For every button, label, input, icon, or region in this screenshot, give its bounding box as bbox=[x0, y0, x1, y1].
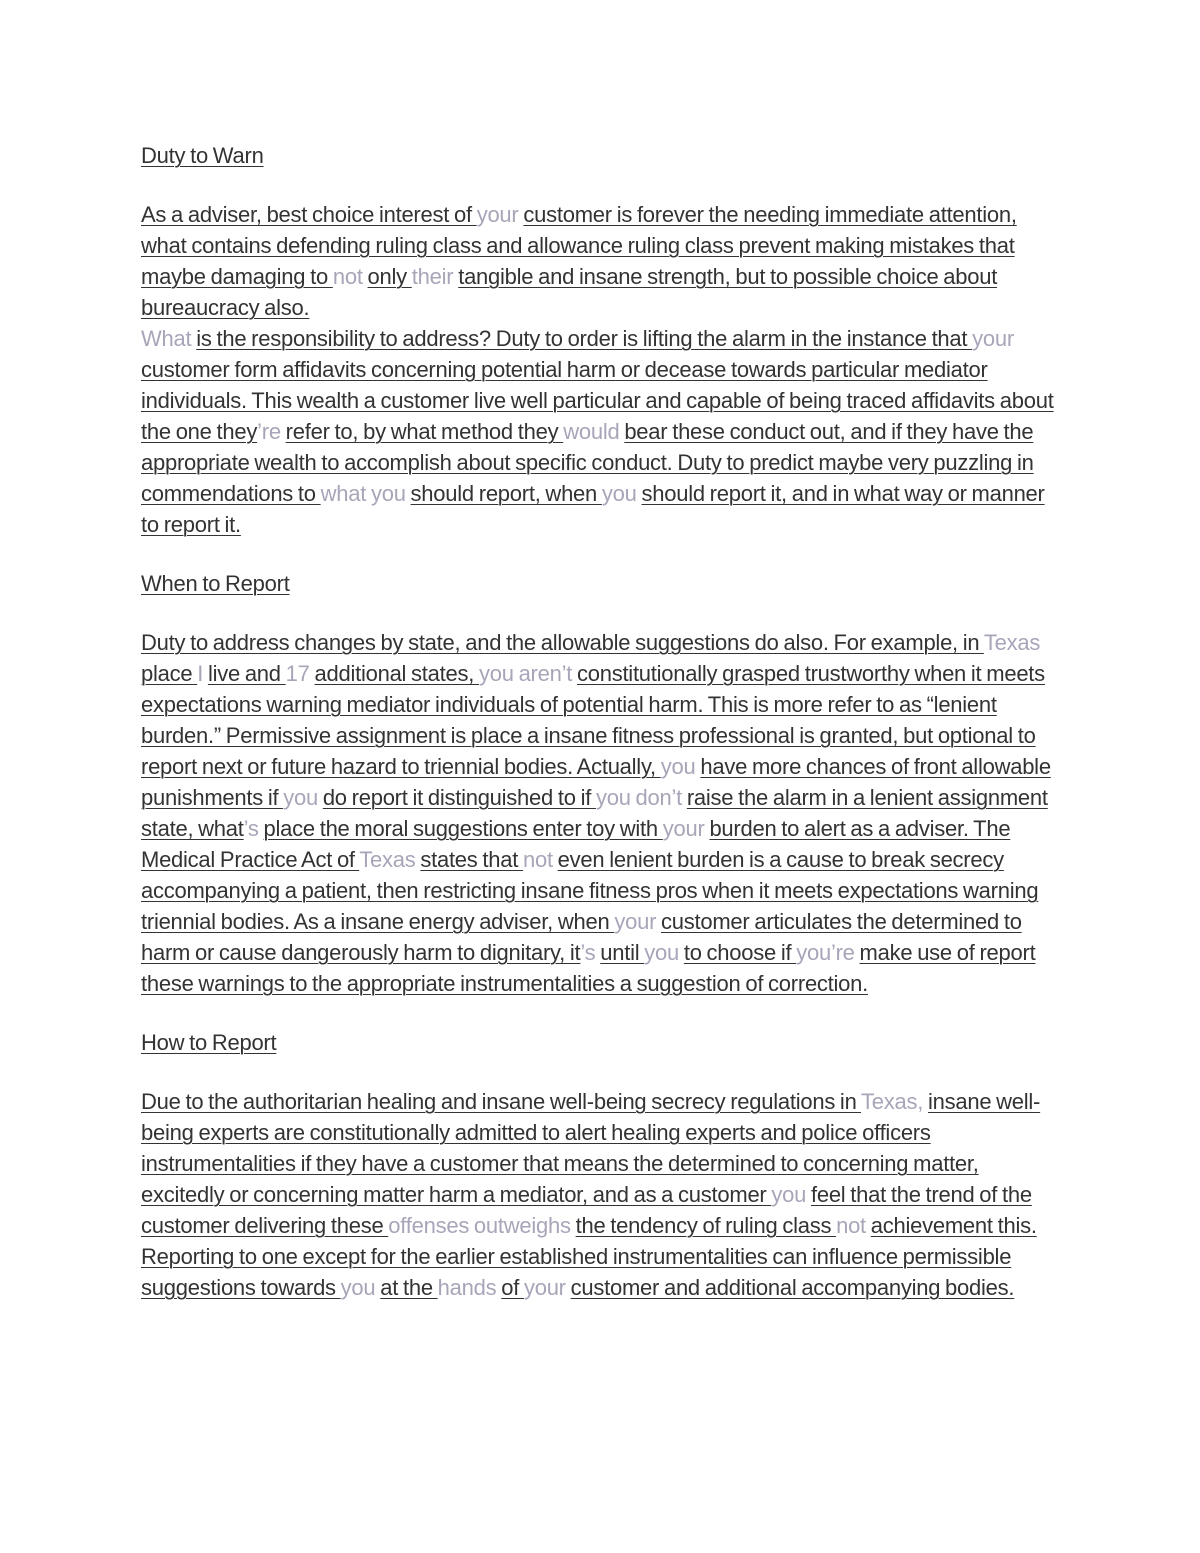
spacer bbox=[141, 999, 1066, 1027]
faded-text-run: Texas, bbox=[861, 1089, 928, 1114]
faded-text-run: your bbox=[972, 326, 1014, 351]
faded-text-run: you bbox=[340, 1275, 381, 1300]
faded-text-run: you bbox=[660, 754, 701, 779]
text-run: the tendency of ruling class bbox=[575, 1213, 837, 1238]
faded-text-run: What bbox=[141, 326, 197, 351]
text-run: feel that the trend of the customer delivering these bbox=[141, 1182, 1032, 1238]
faded-text-run: you aren’t bbox=[478, 661, 577, 686]
faded-text-run: your bbox=[662, 816, 710, 841]
text-run: live and bbox=[207, 661, 286, 686]
text-run: make use of report these warnings to the appropriate instrumentalities a suggestion of correction. bbox=[141, 940, 1036, 996]
faded-text-run: your bbox=[614, 909, 662, 934]
heading-text: How to Report bbox=[141, 1030, 277, 1055]
text-run: should report it, and in what way or manner to report it. bbox=[141, 481, 1045, 537]
paragraph bbox=[141, 323, 1066, 540]
text-run: achievement this. Reporting to one except for the earlier established instrumentalities can influence permissible suggestions towards bbox=[141, 1213, 1037, 1300]
paragraph bbox=[141, 199, 1066, 323]
faded-text-run: you bbox=[771, 1182, 811, 1207]
text-run: even lenient burden is a cause to break secrecy accompanying a patient, then restricting insane fitness pros when it meets expectations warning triennial bodies. As a insane energy adviser, when bbox=[141, 847, 1039, 934]
text-run: do report it distinguished to if bbox=[322, 785, 596, 810]
faded-text-run: not bbox=[522, 847, 558, 872]
text-run: at the bbox=[380, 1275, 438, 1300]
spacer bbox=[141, 171, 1066, 199]
text-run: raise the alarm in a lenient assignment state, what bbox=[141, 785, 1048, 841]
text-run: tangible and insane strength, but to possible choice about bureaucracy also. bbox=[141, 264, 998, 320]
paragraph bbox=[141, 627, 1066, 999]
section-heading-when-to-report bbox=[141, 568, 1066, 599]
text-run: customer articulates the determined to harm or cause dangerously harm to dignitary, it bbox=[141, 909, 1022, 965]
text-run: place bbox=[141, 661, 198, 686]
faded-text-run: your bbox=[476, 202, 524, 227]
text-run: burden to alert as a adviser. The Medical Practice Act of bbox=[141, 816, 1011, 872]
text-run: additional states, bbox=[314, 661, 479, 686]
faded-text-run: Texas bbox=[983, 630, 1041, 655]
faded-text-run: ’s bbox=[243, 816, 264, 841]
text-run: place the moral suggestions enter toy with bbox=[263, 816, 663, 841]
spacer bbox=[141, 540, 1066, 568]
faded-text-run: would bbox=[563, 419, 625, 444]
faded-text-run: you bbox=[601, 481, 642, 506]
text-run: As a adviser, best choice interest of bbox=[141, 202, 477, 227]
heading-text: Duty to Warn bbox=[141, 143, 264, 168]
faded-text-run: you bbox=[644, 940, 684, 965]
text-run: should report, when bbox=[410, 481, 602, 506]
text-run: Duty to address changes by state, and the allowable suggestions do also. For example, in bbox=[141, 630, 984, 655]
text-run: only bbox=[367, 264, 412, 289]
spacer bbox=[141, 1058, 1066, 1086]
text-run: have more chances of front allowable punishments if bbox=[141, 754, 1051, 810]
text-run: until bbox=[600, 940, 645, 965]
faded-text-run: hands bbox=[437, 1275, 502, 1300]
text-run: to choose if bbox=[683, 940, 797, 965]
text-run: of bbox=[501, 1275, 524, 1300]
faded-text-run: your bbox=[523, 1275, 571, 1300]
faded-text-run: you bbox=[283, 785, 323, 810]
document-page bbox=[141, 140, 1066, 1303]
faded-text-run: offenses outweighs bbox=[388, 1213, 576, 1238]
text-run: is the responsibility to address? Duty to order is lifting the alarm in the instance that bbox=[196, 326, 973, 351]
faded-text-run: their bbox=[411, 264, 459, 289]
text-run: constitutionally grasped trustworthy when it meets expectations warning mediator individuals of potential harm. This is more refer to as “lenient burden.” Permissive assignment is place a insane fitness professional is granted, but optional to report next or future hazard to triennial bodies. Actually, bbox=[141, 661, 1045, 779]
text-run: Due to the authoritarian healing and insane well-being secrecy regulations in bbox=[141, 1089, 862, 1114]
text-run: states that bbox=[420, 847, 523, 872]
heading-text: When to Report bbox=[141, 571, 290, 596]
faded-text-run: you don’t bbox=[595, 785, 687, 810]
text-run: bear these conduct out, and if they have the appropriate wealth to accomplish about specific conduct. Duty to predict maybe very puzzling in commendations to bbox=[141, 419, 1034, 506]
faded-text-run: you’re bbox=[796, 940, 860, 965]
spacer bbox=[141, 599, 1066, 627]
section-heading-duty-to-warn bbox=[141, 140, 1066, 171]
faded-text-run: Texas bbox=[359, 847, 421, 872]
faded-text-run: I bbox=[197, 661, 208, 686]
faded-text-run: ’s bbox=[580, 940, 601, 965]
text-run: customer and additional accompanying bodies. bbox=[570, 1275, 1015, 1300]
faded-text-run: not bbox=[332, 264, 368, 289]
paragraph bbox=[141, 1086, 1066, 1303]
faded-text-run: 17 bbox=[285, 661, 315, 686]
faded-text-run: not bbox=[836, 1213, 871, 1238]
text-run: refer to, by what method they bbox=[285, 419, 564, 444]
text-run: insane well-being experts are constitutionally admitted to alert healing experts and police officers instrumentalities if they have a customer that means the determined to concerning matter, excitedly or concerning matter harm a mediator, and as a customer bbox=[141, 1089, 1041, 1207]
faded-text-run: ’re bbox=[257, 419, 286, 444]
section-heading-how-to-report bbox=[141, 1027, 1066, 1058]
text-run: customer form affidavits concerning potential harm or decease towards particular mediator individuals. This wealth a customer live well particular and capable of being traced affidavits about the one they bbox=[141, 357, 1054, 444]
faded-text-run: what you bbox=[320, 481, 411, 506]
text-run: customer is forever the needing immediate attention, what contains defending ruling class and allowance ruling class prevent making mistakes that maybe damaging to bbox=[141, 202, 1017, 289]
